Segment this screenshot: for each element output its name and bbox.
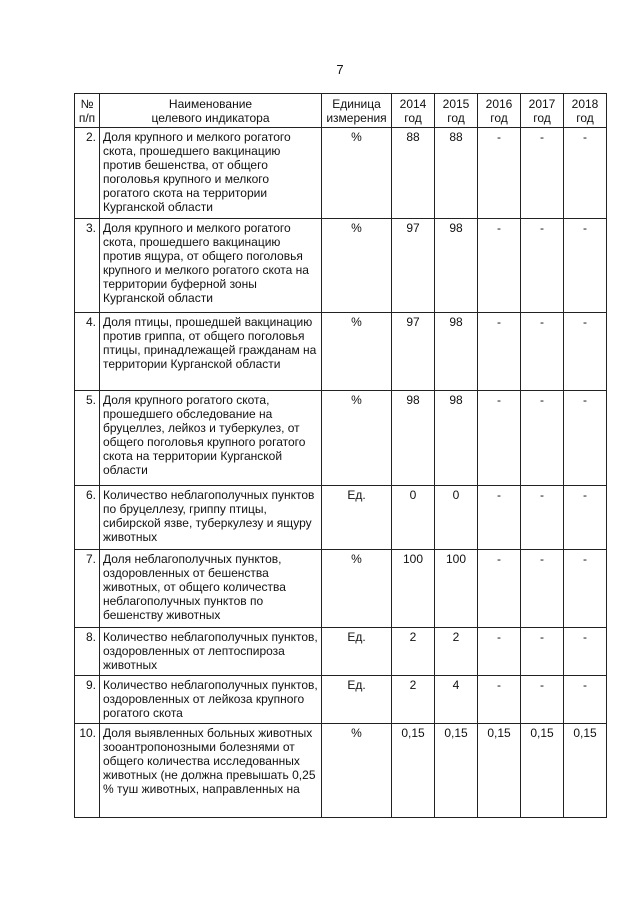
- header-unit-line1: Единица: [332, 96, 381, 111]
- row-value-2016: -: [478, 391, 521, 486]
- row-value-2018: -: [564, 486, 607, 550]
- row-value-2014: 2: [392, 676, 435, 724]
- row-value-2017: -: [521, 128, 564, 219]
- row-value-2018: -: [564, 550, 607, 628]
- row-value-2016: -: [478, 628, 521, 676]
- row-name: Доля крупного и мелкого рогатого скота, прошедшего вакцинацию против бешенства, от общего поголовья крупного и мелкого рогатого скота на территории Курганской области: [100, 128, 322, 219]
- row-value-2016: -: [478, 313, 521, 391]
- row-value-2017: -: [521, 550, 564, 628]
- row-unit: %: [322, 391, 392, 486]
- header-row: [75, 94, 607, 128]
- row-unit: %: [322, 724, 392, 818]
- row-unit: Ед.: [322, 486, 392, 550]
- table-row: [75, 128, 607, 219]
- row-value-2018: -: [564, 313, 607, 391]
- header-year-2017: 2017 год: [521, 94, 564, 128]
- row-unit: %: [322, 313, 392, 391]
- header-year-2016: 2016 год: [478, 94, 521, 128]
- row-value-2016: -: [478, 128, 521, 219]
- row-value-2016: -: [478, 486, 521, 550]
- header-num: № п/п: [75, 94, 100, 128]
- row-num: 4.: [75, 313, 100, 391]
- table-row: [75, 219, 607, 313]
- header-year-2018: 2018 год: [564, 94, 607, 128]
- header-name: [100, 94, 322, 128]
- row-value-2016: -: [478, 676, 521, 724]
- row-name: Доля выявленных больных животных зооантропонозными болезнями от общего количества исследованных животных (не должна превышать 0,25 % туш животных, направленных на: [100, 724, 322, 818]
- row-num: 9.: [75, 676, 100, 724]
- row-value-2015: 2: [435, 628, 478, 676]
- table-row: [75, 628, 607, 676]
- row-value-2014: 2: [392, 628, 435, 676]
- row-value-2015: 0,15: [435, 724, 478, 818]
- row-value-2014: 98: [392, 391, 435, 486]
- table-row: [75, 676, 607, 724]
- row-value-2016: 0,15: [478, 724, 521, 818]
- header-unit: [322, 94, 392, 128]
- row-unit: Ед.: [322, 628, 392, 676]
- row-value-2017: -: [521, 219, 564, 313]
- row-num: 3.: [75, 219, 100, 313]
- row-num: 10.: [75, 724, 100, 818]
- row-name: Количество неблагополучных пунктов, оздоровленных от лептоспироза животных: [100, 628, 322, 676]
- page-number: 7: [336, 62, 344, 77]
- row-name: Доля птицы, прошедшей вакцинацию против гриппа, от общего поголовья птицы, принадлежащей гражданам на территории Курганской области: [100, 313, 322, 391]
- row-value-2014: 88: [392, 128, 435, 219]
- row-value-2016: -: [478, 219, 521, 313]
- row-unit: %: [322, 550, 392, 628]
- table-row: [75, 486, 607, 550]
- row-value-2015: 0: [435, 486, 478, 550]
- row-value-2017: 0,15: [521, 724, 564, 818]
- row-name: Количество неблагополучных пунктов по бруцеллезу, гриппу птицы, сибирской язве, туберкулезу и ящуру животных: [100, 486, 322, 550]
- row-value-2015: 98: [435, 313, 478, 391]
- row-value-2015: 4: [435, 676, 478, 724]
- row-value-2017: -: [521, 676, 564, 724]
- indicators-table: [74, 93, 607, 818]
- row-value-2015: 88: [435, 128, 478, 219]
- row-num: 5.: [75, 391, 100, 486]
- row-unit: Ед.: [322, 676, 392, 724]
- row-name: Доля крупного и мелкого рогатого скота, прошедшего вакцинацию против ящура, от общего поголовья крупного и мелкого рогатого скота на территории буферной зоны Курганской области: [100, 219, 322, 313]
- header-unit-line2: измерения: [326, 110, 387, 125]
- row-value-2016: -: [478, 550, 521, 628]
- row-num: 7.: [75, 550, 100, 628]
- row-value-2015: 98: [435, 391, 478, 486]
- header-name-line1: Наименование: [168, 96, 253, 111]
- row-value-2014: 97: [392, 219, 435, 313]
- table-row: [75, 391, 607, 486]
- row-unit: %: [322, 219, 392, 313]
- table-row: [75, 550, 607, 628]
- row-unit: %: [322, 128, 392, 219]
- row-value-2018: -: [564, 628, 607, 676]
- row-value-2018: -: [564, 219, 607, 313]
- row-value-2014: 97: [392, 313, 435, 391]
- row-value-2014: 0: [392, 486, 435, 550]
- row-value-2014: 0,15: [392, 724, 435, 818]
- row-value-2018: 0,15: [564, 724, 607, 818]
- header-year-2015: 2015 год: [435, 94, 478, 128]
- header-year-2014: 2014 год: [392, 94, 435, 128]
- row-value-2014: 100: [392, 550, 435, 628]
- row-num: 8.: [75, 628, 100, 676]
- row-name: Количество неблагополучных пунктов, оздоровленных от лейкоза крупного рогатого скота: [100, 676, 322, 724]
- row-name: Доля неблагополучных пунктов, оздоровленных от бешенства животных, от общего количества неблагополучных пунктов по бешенству животных: [100, 550, 322, 628]
- row-value-2017: -: [521, 628, 564, 676]
- header-name-line2: целевого индикатора: [151, 110, 270, 125]
- row-value-2017: -: [521, 313, 564, 391]
- row-name: Доля крупного рогатого скота, прошедшего обследование на бруцеллез, лейкоз и туберкулез, от общего поголовья крупного рогатого скота на территории Курганской области: [100, 391, 322, 486]
- row-value-2017: -: [521, 486, 564, 550]
- row-value-2015: 98: [435, 219, 478, 313]
- row-num: 6.: [75, 486, 100, 550]
- row-value-2018: -: [564, 128, 607, 219]
- table-row: [75, 724, 607, 818]
- row-value-2017: -: [521, 391, 564, 486]
- table-row: [75, 313, 607, 391]
- row-value-2018: -: [564, 391, 607, 486]
- row-value-2015: 100: [435, 550, 478, 628]
- row-value-2018: -: [564, 676, 607, 724]
- row-num: 2.: [75, 128, 100, 219]
